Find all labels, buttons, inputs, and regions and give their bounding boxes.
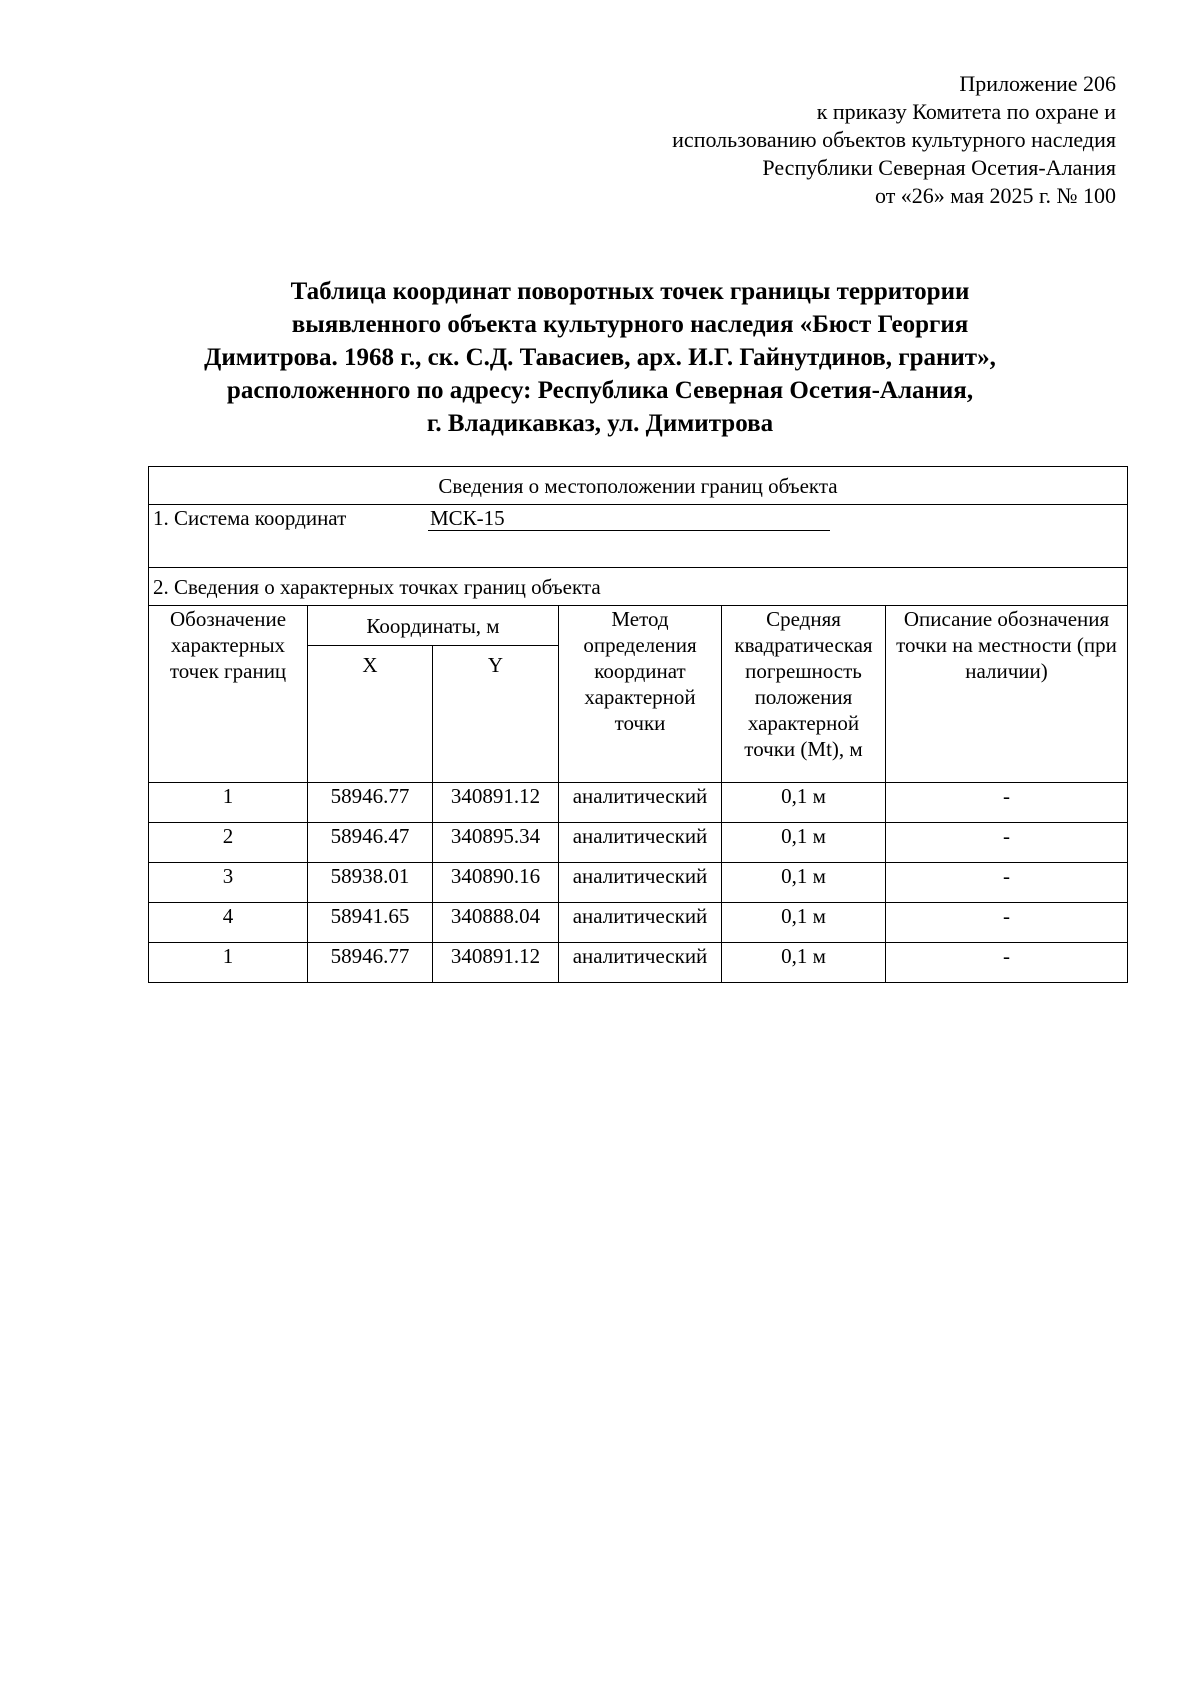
- coordinate-system-cell: [149, 505, 1128, 568]
- cell-y: 340891.12: [433, 783, 559, 823]
- cell-error: 0,1 м: [722, 863, 886, 903]
- cell-error: 0,1 м: [722, 783, 886, 823]
- header-y: Y: [433, 646, 559, 783]
- points-title: 2. Сведения о характерных точках границ объекта: [149, 568, 1128, 606]
- cell-method: аналитический: [559, 823, 722, 863]
- cell-error: 0,1 м: [722, 823, 886, 863]
- title-line: Таблица координат поворотных точек границы территории: [290, 278, 970, 305]
- table-row: [149, 903, 1128, 943]
- cell-method: аналитический: [559, 783, 722, 823]
- cell-point: 1: [149, 943, 308, 983]
- appendix-line: Приложение 206: [959, 71, 1116, 96]
- table-row: [149, 943, 1128, 983]
- cell-y: 340895.34: [433, 823, 559, 863]
- cell-desc: -: [886, 903, 1128, 943]
- header-description: Описание обозначения точки на местности (при наличии): [886, 606, 1128, 783]
- cell-method: аналитический: [559, 943, 722, 983]
- appendix-line: использованию объектов культурного наследия: [672, 127, 1116, 152]
- table-row: [149, 823, 1128, 863]
- appendix-line: к приказу Комитета по охране и: [816, 99, 1116, 124]
- cell-method: аналитический: [559, 863, 722, 903]
- cell-desc: -: [886, 863, 1128, 903]
- cell-x: 58946.77: [308, 943, 433, 983]
- appendix-block: [672, 70, 1116, 210]
- header-row: [149, 606, 1128, 646]
- title-line: г. Владикавказ, ул. Димитрова: [426, 410, 774, 437]
- coordinates-table: [148, 466, 1128, 983]
- cell-y: 340891.12: [433, 943, 559, 983]
- header-error: Средняя квадратическая погрешность положения характерной точки (Mt), м: [722, 606, 886, 783]
- appendix-line: от «26» мая 2025 г. № 100: [874, 183, 1116, 208]
- cell-method: аналитический: [559, 903, 722, 943]
- cell-error: 0,1 м: [722, 903, 886, 943]
- cell-point: 1: [149, 783, 308, 823]
- section-title-row: [149, 467, 1128, 505]
- coordinate-system-value: МСК-15: [428, 506, 830, 531]
- cell-point: 4: [149, 903, 308, 943]
- cell-error: 0,1 м: [722, 943, 886, 983]
- cell-x: 58946.47: [308, 823, 433, 863]
- header-designation: Обозначение характерных точек границ: [149, 606, 308, 783]
- cell-y: 340888.04: [433, 903, 559, 943]
- cell-desc: -: [886, 823, 1128, 863]
- cell-y: 340890.16: [433, 863, 559, 903]
- cell-point: 3: [149, 863, 308, 903]
- appendix-line: Республики Северная Осетия-Алания: [762, 155, 1116, 180]
- cell-desc: -: [886, 783, 1128, 823]
- header-x: X: [308, 646, 433, 783]
- cell-x: 58946.77: [308, 783, 433, 823]
- table-row: [149, 863, 1128, 903]
- points-title-row: [149, 568, 1128, 606]
- title-line: Димитрова. 1968 г., ск. С.Д. Тавасиев, арх. И.Г. Гайнутдинов, гранит»,: [204, 344, 996, 371]
- section-title: Сведения о местоположении границ объекта: [149, 467, 1128, 505]
- header-method: Метод определения координат характерной точки: [559, 606, 722, 783]
- table-row: [149, 783, 1128, 823]
- coordinate-system-label: 1. Система координат: [153, 506, 347, 530]
- cell-x: 58941.65: [308, 903, 433, 943]
- document-title: [0, 275, 1200, 440]
- cell-desc: -: [886, 943, 1128, 983]
- cell-point: 2: [149, 823, 308, 863]
- coordinate-system-row: [149, 505, 1128, 568]
- title-line: расположенного по адресу: Республика Северная Осетия-Алания,: [226, 377, 974, 404]
- title-line: выявленного объекта культурного наследия «Бюст Георгия: [291, 311, 969, 338]
- cell-x: 58938.01: [308, 863, 433, 903]
- header-coords: Координаты, м: [308, 606, 559, 646]
